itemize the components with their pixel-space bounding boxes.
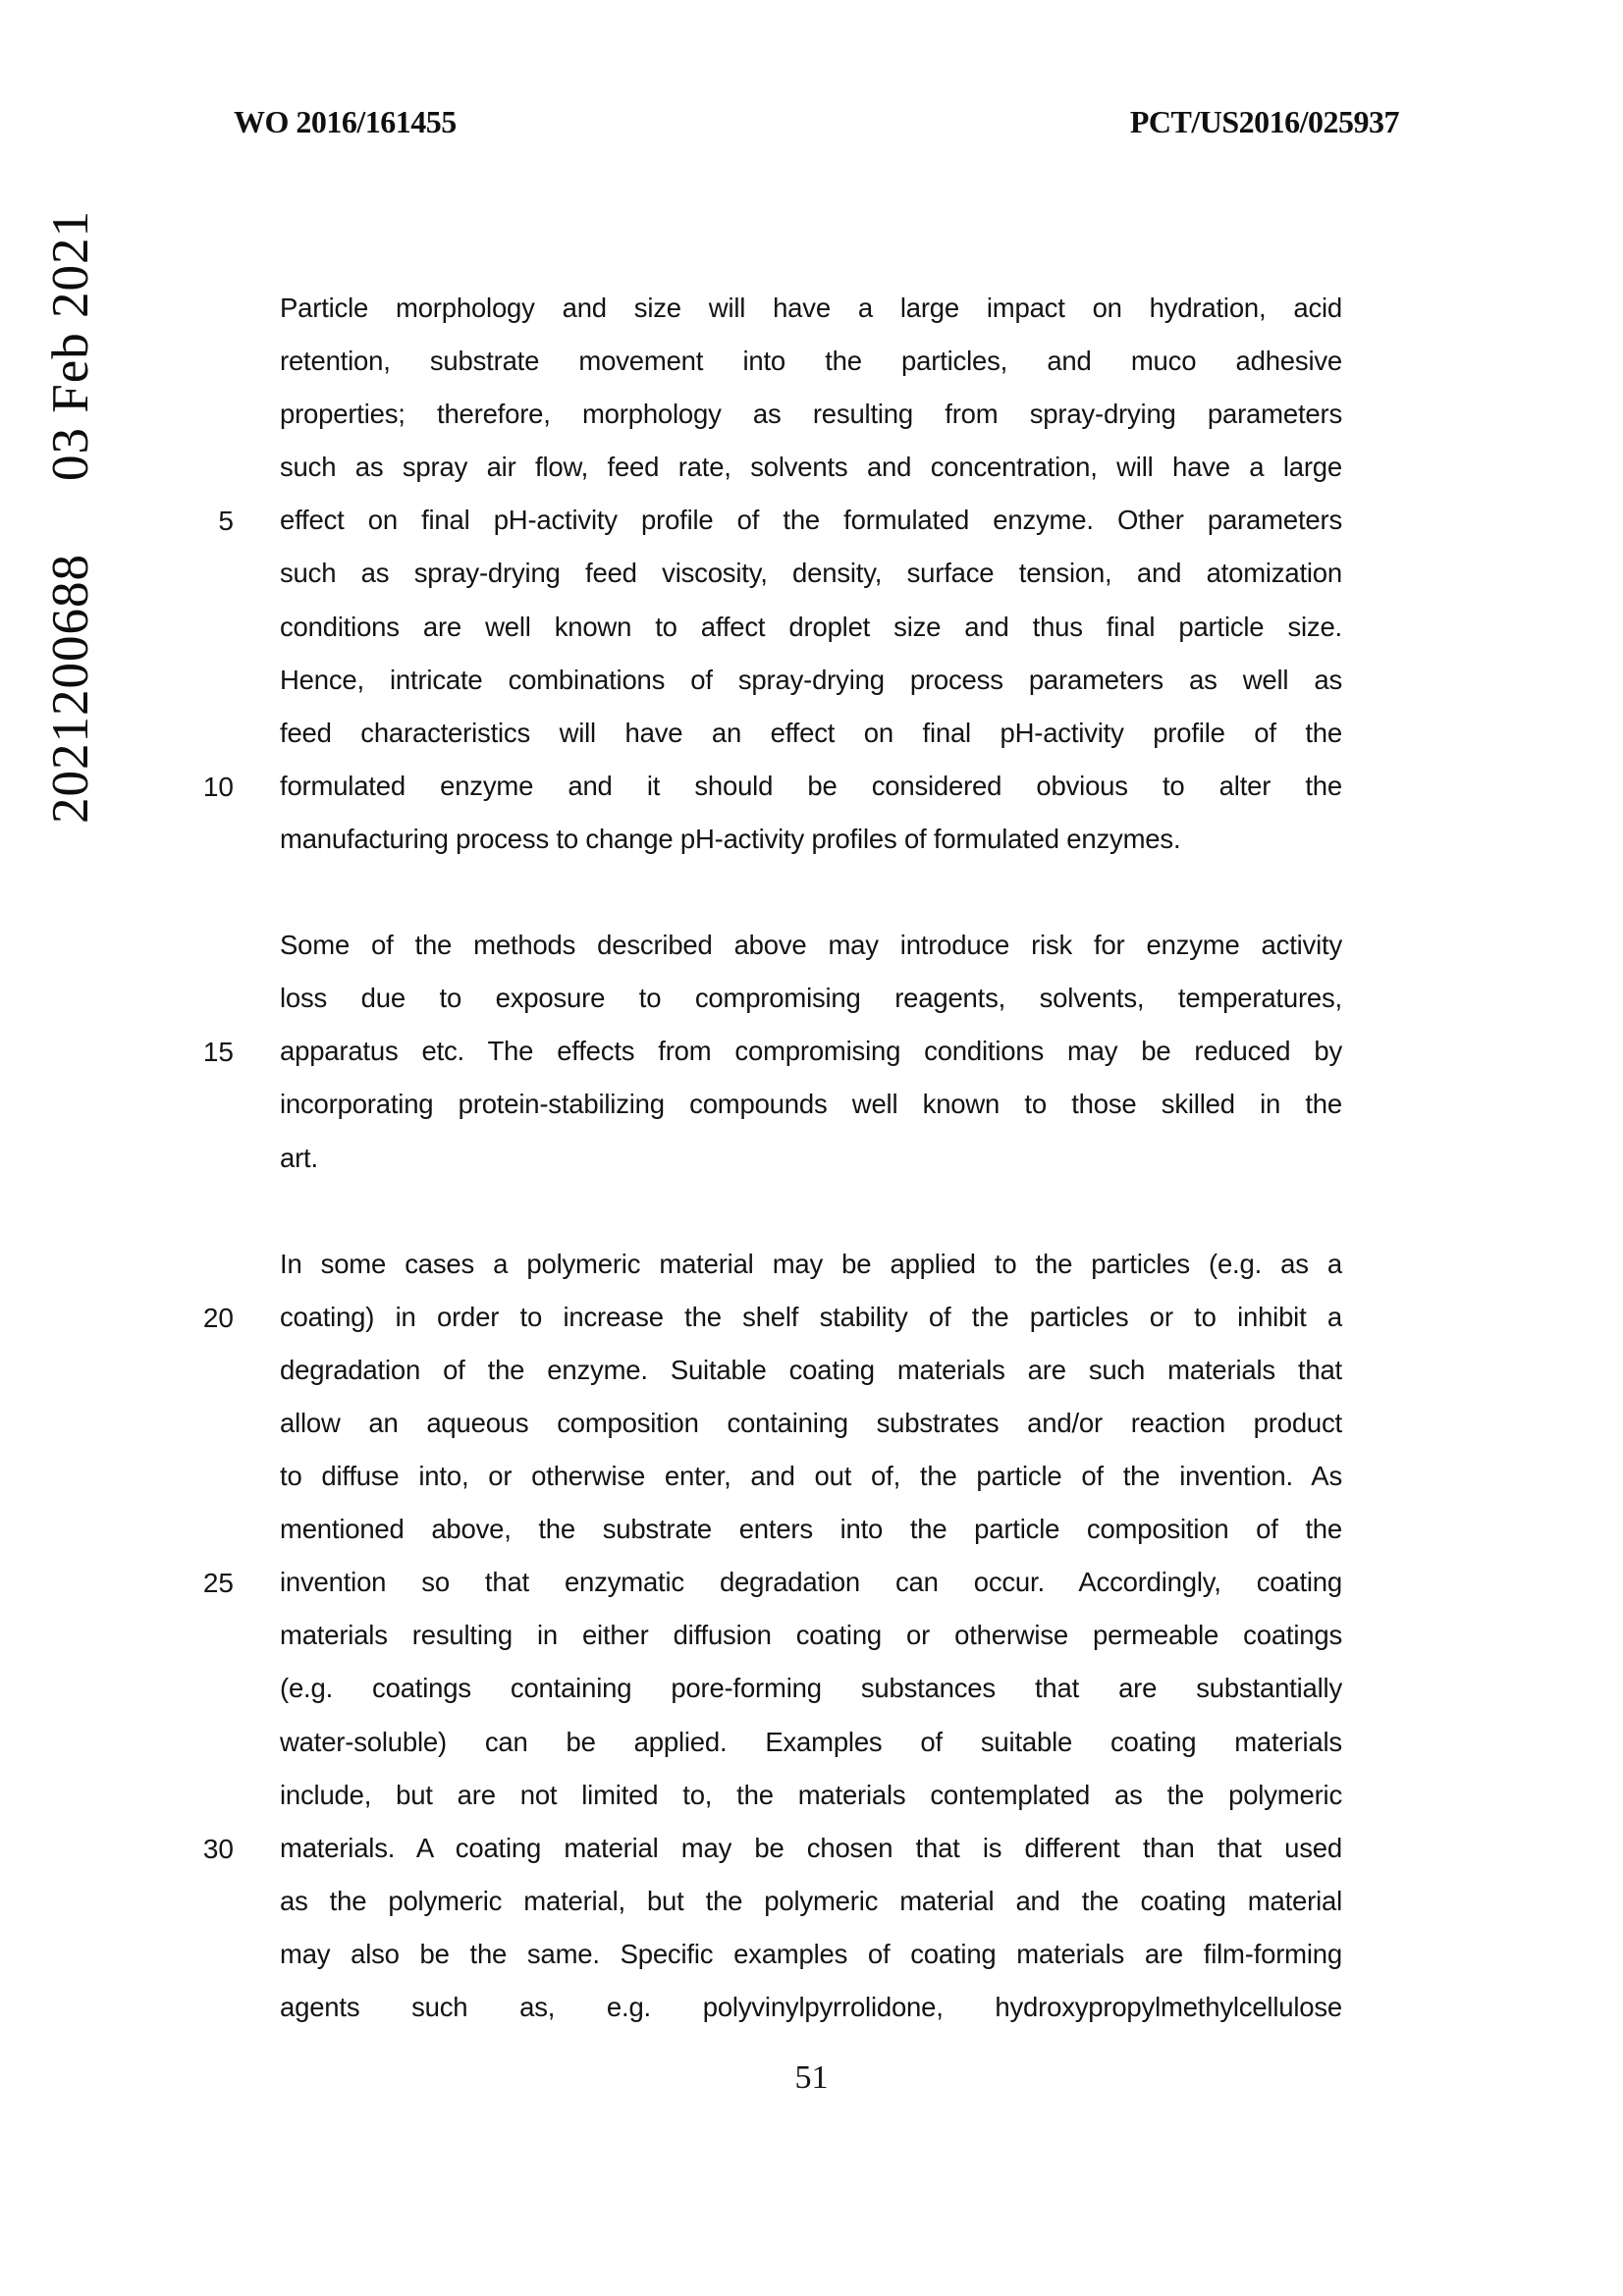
au-application-stamp [41, 203, 112, 824]
body-line: coating) in order to increase the shelf stability of the particles or to inhibit a [280, 1301, 1342, 1332]
body-line: water-soluble) can be applied. Examples of suitable coating materials [280, 1726, 1342, 1757]
paragraph [280, 919, 1342, 1184]
body-line: formulated enzyme and it should be considered obvious to alter the [280, 770, 1342, 801]
body-line: apparatus etc. The effects from compromising conditions may be reduced by [280, 1036, 1342, 1067]
body-line: may also be the same. Specific examples of coating materials are film-forming [280, 1938, 1342, 1969]
body-text [280, 282, 1342, 2087]
page-number: 51 [794, 2059, 829, 2096]
body-line: materials resulting in either diffusion coating or otherwise permeable coatings [280, 1620, 1342, 1651]
body-line: include, but are not limited to, the materials contemplated as the polymeric [280, 1779, 1342, 1810]
body-line: effect on final pH-activity profile of the formulated enzyme. Other parameters [280, 505, 1342, 536]
body-line: degradation of the enzyme. Suitable coating materials are such materials that [280, 1354, 1342, 1385]
line-number: 10 [202, 772, 234, 802]
body-line: In some cases a polymeric material may be applied to the particles (e.g. as a [280, 1248, 1342, 1279]
body-line: (e.g. coatings containing pore-forming substances that are substantially [280, 1673, 1342, 1704]
body-line: to diffuse into, or otherwise enter, and out of, the particle of the invention. As [280, 1461, 1342, 1492]
body-line: such as spray-drying feed viscosity, density, surface tension, and atomization [280, 558, 1342, 589]
body-line: art. [280, 1142, 318, 1173]
body-line: incorporating protein-stabilizing compounds well known to those skilled in the [280, 1089, 1342, 1120]
au-application-date: 03 Feb 2021 [42, 210, 99, 481]
paragraph [280, 1238, 1342, 2034]
body-line: properties; therefore, morphology as resulting from spray-drying parameters [280, 399, 1342, 430]
paragraph [280, 282, 1342, 866]
body-line: Some of the methods described above may introduce risk for enzyme activity [280, 930, 1342, 961]
line-number: 15 [202, 1037, 234, 1067]
body-line: materials. A coating material may be chosen that is different than that used [280, 1832, 1342, 1863]
body-line: feed characteristics will have an effect on final pH-activity profile of the [280, 717, 1342, 748]
au-application-number: 2021200688 [42, 554, 99, 824]
body-line: retention, substrate movement into the particles, and muco adhesive [280, 346, 1342, 377]
publication-number: WO 2016/161455 [234, 104, 457, 139]
line-number: 30 [202, 1834, 234, 1864]
line-number: 20 [202, 1303, 234, 1333]
body-line: loss due to exposure to compromising reagents, solvents, temperatures, [280, 983, 1342, 1014]
body-line: allow an aqueous composition containing substrates and/or reaction product [280, 1407, 1342, 1438]
body-line: conditions are well known to affect droplet size and thus final particle size. [280, 611, 1342, 642]
line-number: 5 [218, 506, 234, 536]
body-line: agents such as, e.g. polyvinylpyrrolidone, hydroxypropylmethylcellulose [280, 1992, 1342, 2022]
body-line: such as spray air flow, feed rate, solvents and concentration, will have a large [280, 452, 1342, 483]
body-line: as the polymeric material, but the polymeric material and the coating material [280, 1885, 1342, 1916]
pct-application-number: PCT/US2016/025937 [1129, 104, 1399, 139]
body-line: Hence, intricate combinations of spray-drying process parameters as well as [280, 664, 1342, 695]
line-number: 25 [202, 1568, 234, 1598]
body-line: invention so that enzymatic degradation can occur. Accordingly, coating [280, 1567, 1342, 1598]
body-line: mentioned above, the substrate enters into the particle composition of the [280, 1514, 1342, 1545]
body-line: Particle morphology and size will have a large impact on hydration, acid [280, 293, 1342, 323]
body-line: manufacturing process to change pH-activity profiles of formulated enzymes. [280, 823, 1181, 854]
